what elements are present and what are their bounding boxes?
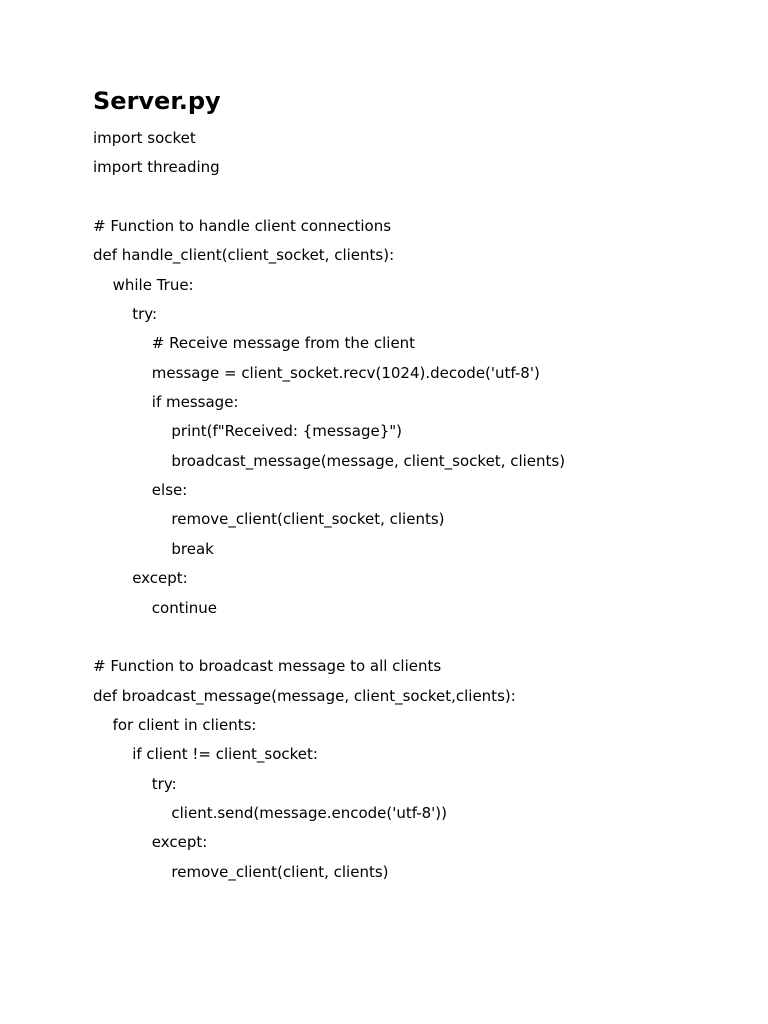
code-line: remove_client(client, clients) [171,862,389,881]
code-comment: # Function to broadcast message to all clients [93,657,442,676]
code-line: try: [151,774,177,793]
blank-line [93,625,733,654]
code-line: try: [132,305,158,324]
code-line: import socket [93,129,196,147]
code-line: broadcast_message(message, client_socket, clients) [171,451,566,470]
code-line: def broadcast_message(message, client_socket,clients): [93,686,516,705]
code-line: import threading [93,158,220,177]
code-line: client.send(message.encode('utf-8')) [171,803,447,822]
code-line: remove_client(client_socket, clients) [171,510,445,529]
code-line: else: [151,481,188,500]
code-comment: # Function to handle client connections [93,217,392,236]
code-line: if client != client_socket: [132,745,318,764]
code-line: except: [151,833,208,852]
code-line: except: [132,569,188,588]
code-line: continue [151,598,218,617]
code-line: print(f"Received: {message}") [171,422,402,441]
page-title: Server.py [93,87,221,115]
code-line: while True: [112,275,194,294]
code-comment: # Receive message from the client [151,334,416,353]
code-line: def handle_client(client_socket, clients): [93,246,395,265]
blank-line [93,185,733,214]
code-line: for client in clients: [112,715,257,734]
code-body [93,126,733,889]
code-line: message = client_socket.recv(1024).decode('utf-8') [151,363,540,382]
code-line: break [171,539,214,558]
code-line: if message: [151,393,239,412]
